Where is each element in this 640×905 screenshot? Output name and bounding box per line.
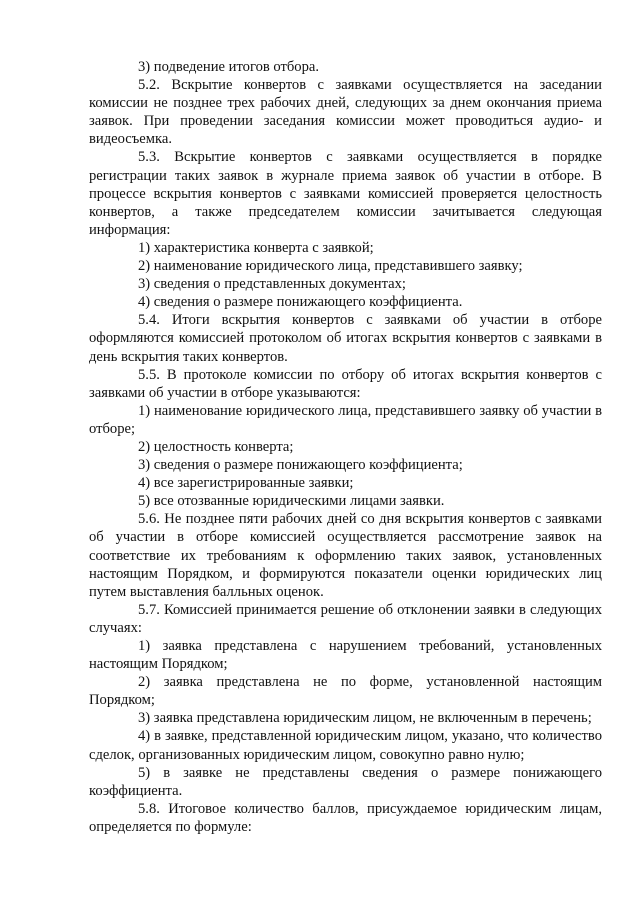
list-item: 3) сведения о размере понижающего коэффициента; <box>138 457 463 474</box>
list-item: 2) заявка представлена не по форме, установленной настоящим Порядком; <box>89 674 602 709</box>
paragraph: 3) подведение итогов отбора. <box>138 59 320 75</box>
list-item: 5) в заявке не представлены сведения о размере понижающего коэффициента. <box>89 764 602 799</box>
paragraph: 5.3. Вскрытие конвертов с заявками осуществляется в порядке регистрации таких заявок в журнале приема заявок об участии в отборе. В процессе вскрытия конвертов с заявками комиссией проверяется целостность конвертов, а также председателем комиссии зачитывается следующая информация: <box>89 149 602 238</box>
paragraph: 5.2. Вскрытие конвертов с заявками осуществляется на заседании комиссии не позднее трех рабочих дней, следующих за днем окончания приема заявок. При проведении заседания комиссии может проводиться аудио- и видеосъемка. <box>89 77 602 148</box>
paragraph: 5.5. В протоколе комиссии по отбору об итогах вскрытия конвертов с заявками об участии в отборе указываются: <box>89 366 602 401</box>
list-item: 5) все отозванные юридическими лицами заявки. <box>138 493 445 510</box>
list-item: 1) характеристика конверта с заявкой; <box>138 239 374 256</box>
list-item: 3) заявка представлена юридическим лицом, не включенным в перечень; <box>138 710 592 727</box>
document-page <box>89 58 602 836</box>
list-item: 4) все зарегистрированные заявки; <box>138 475 354 492</box>
list-item: 3) сведения о представленных документах; <box>138 276 406 293</box>
list-item: 2) наименование юридического лица, представившего заявку; <box>138 258 523 275</box>
list-item: 1) наименование юридического лица, представившего заявку об участии в отборе; <box>89 402 602 437</box>
list-item: 4) в заявке, представленной юридическим лицом, указано, что количество сделок, организованных юридическим лицом, совокупно равно нулю; <box>89 728 602 763</box>
list-item: 1) заявка представлена с нарушением требований, установленных настоящим Порядком; <box>89 638 602 673</box>
paragraph: 5.4. Итоги вскрытия конвертов с заявками об участии в отборе оформляются комиссией протоколом об итогах вскрытия конвертов с заявками в день вскрытия таких конвертов. <box>89 312 602 365</box>
paragraph: 5.7. Комиссией принимается решение об отклонении заявки в следующих случаях: <box>89 601 602 636</box>
paragraph: 5.6. Не позднее пяти рабочих дней со дня вскрытия конвертов с заявками об участии в отборе комиссией осуществляется рассмотрение заявок на соответствие их требованиям к оформлению таких заявок, установленных настоящим Порядком, и формируются показатели оценки юридических лиц путем выставления балльных оценок. <box>89 511 602 600</box>
list-item: 2) целостность конверта; <box>138 438 294 455</box>
list-item: 4) сведения о размере понижающего коэффициента. <box>138 294 463 311</box>
paragraph: 5.8. Итоговое количество баллов, присуждаемое юридическим лицам, определяется по формуле: <box>89 800 602 835</box>
